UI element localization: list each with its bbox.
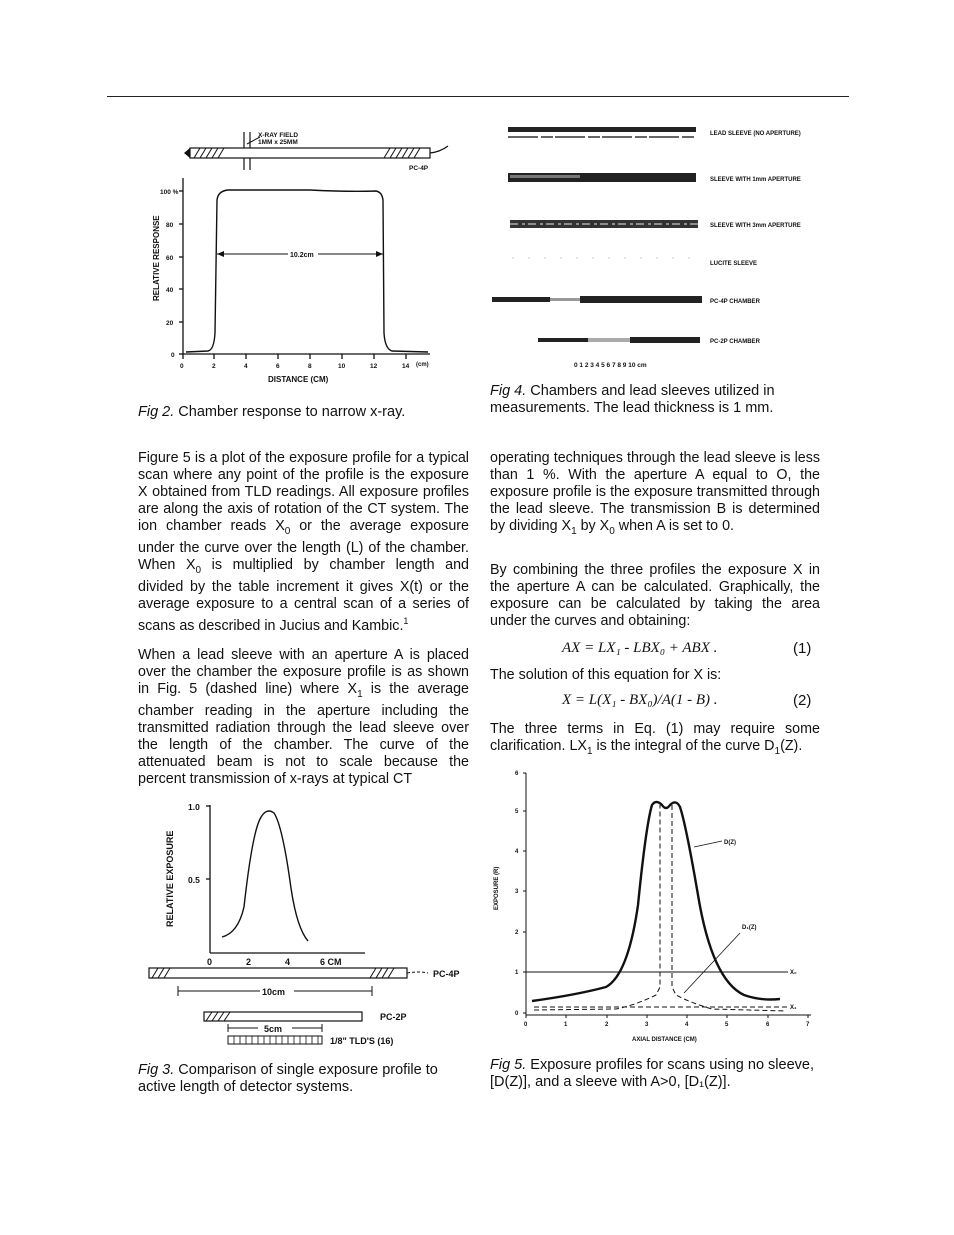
fig2-xtick: 10 bbox=[338, 363, 346, 370]
fig2-caption-label: Fig 2. bbox=[138, 404, 175, 420]
fig2-ytick: 40 bbox=[166, 287, 174, 294]
fig5-xlabel: AXIAL DISTANCE (CM) bbox=[632, 1037, 697, 1043]
fig5-caption-text: Exposure profiles for scans using no sleeve, [D(Z)], and a sleeve with A>0, [D₁(Z)]. bbox=[490, 1057, 814, 1090]
fig5-x1-label: X₁ bbox=[790, 1005, 797, 1011]
fig4-label: PC-2P CHAMBER bbox=[710, 339, 760, 345]
fig5-caption-label: Fig 5. bbox=[490, 1057, 527, 1073]
fig4-label: LEAD SLEEVE (NO APERTURE) bbox=[710, 131, 801, 137]
fig5-xtick: 2 bbox=[605, 1022, 609, 1028]
fig2-xtick: 4 bbox=[244, 363, 248, 370]
right-paragraph-4: The three terms in Eq. (1) may require some clarification. $LX_1$ is the integral of the curve $D_1(Z)$. bbox=[490, 721, 820, 757]
fig5-dz-label: D(Z) bbox=[724, 840, 736, 846]
fig3-exposure-profile-figure bbox=[140, 795, 470, 1050]
fig4-caption-label: Fig 4. bbox=[490, 383, 527, 399]
fig2-xtick: 14 bbox=[402, 363, 410, 370]
fig2-ytick: 80 bbox=[166, 222, 174, 229]
right-paragraph-2: By combining the three profiles the exposure X in the aperture A can be calculated. Graphically, the exposure can be calculated by taking the area under the curves and obtaining: bbox=[490, 562, 820, 629]
left-paragraph-1: Figure 5 is a plot of the exposure profile for a typical scan where any point of the profile is the exposure X obtained from TLD readings. All exposure profiles are along the axis of rotation of the CT system. The ion chamber reads $X_0$ or the average exposure under the curve over the length (L) of the chamber. When $X_0$ is multiplied by chamber length and divided by the table increment it gives X(t) or the average exposure to a central scan of a series of scans as described in Jucius and Kambic.$^1$ bbox=[138, 450, 469, 634]
fig2-ytick: 100 % bbox=[160, 189, 179, 196]
fig2-xlabel: DISTANCE (CM) bbox=[268, 375, 329, 384]
fig2-ytick: 0 bbox=[171, 352, 175, 359]
fig2-ytick: 60 bbox=[166, 255, 174, 262]
equation-2: X = L(X₁ - BX₀)/A(1 - B) . bbox=[562, 692, 718, 708]
fig3-caption bbox=[138, 1062, 473, 1096]
fig5-xtick: 1 bbox=[564, 1022, 568, 1028]
fig2-xtick: 0 bbox=[180, 363, 184, 370]
fig3-ytick: 1.0 bbox=[188, 802, 200, 812]
fig4-label: LUCITE SLEEVE bbox=[710, 261, 758, 267]
fig5-exposure-profiles-chart bbox=[486, 765, 826, 1050]
fig2-xtick: 8 bbox=[308, 363, 312, 370]
fig2-ytick: 20 bbox=[166, 320, 174, 327]
fig5-ytick: 0 bbox=[515, 1011, 519, 1017]
fig5-ylabel: EXPOSURE (R) bbox=[494, 866, 500, 910]
fig5-dz-curve bbox=[532, 802, 780, 1001]
right-paragraph-1: operating techniques through the lead sleeve is less than 1 %. With the aperture A equal to O, the exposure profile is the exposure transmitted through the lead sleeve. The transmission B is determined by dividing $X_1$ by $X_0$ when A is set to 0. bbox=[490, 450, 820, 537]
fig2-xtick: 6 bbox=[276, 363, 280, 370]
right-paragraph-3: The solution of this equation for X is: bbox=[490, 667, 722, 683]
equation-2-number: (2) bbox=[793, 692, 812, 709]
fig5-ytick: 3 bbox=[515, 889, 519, 895]
fig2-response-curve bbox=[186, 190, 428, 352]
fig3-xtick: 2 bbox=[246, 957, 252, 967]
fig5-xtick: 0 bbox=[524, 1022, 528, 1028]
fig2-xtick: 2 bbox=[212, 363, 216, 370]
fig4-caption-text: Chambers and lead sleeves utilized in measurements. The lead thickness is 1 mm. bbox=[490, 383, 775, 416]
fig3-caption-label: Fig 3. bbox=[138, 1062, 175, 1078]
header-rule bbox=[107, 96, 849, 97]
fig3-tld-label: 1/8" TLD'S (16) bbox=[330, 1036, 394, 1046]
fig5-x0-label: X₀ bbox=[790, 970, 797, 976]
fig4-label: SLEEVE WITH 1mm APERTURE bbox=[710, 177, 801, 183]
fig5-d1z-curve bbox=[534, 805, 786, 1011]
fig2-ylabel: RELATIVE RESPONSE bbox=[152, 215, 161, 301]
fig5-xtick: 7 bbox=[806, 1022, 810, 1028]
fig5-ytick: 4 bbox=[515, 849, 519, 855]
fig5-ytick: 1 bbox=[515, 970, 519, 976]
fig3-xtick: 0 bbox=[207, 957, 213, 967]
fig3-exposure-curve bbox=[222, 811, 308, 941]
fig3-ytick: 0.5 bbox=[188, 875, 200, 885]
fig3-pc4p-label: PC-4P bbox=[433, 969, 460, 979]
fig2-x-unit: (cm) bbox=[416, 362, 429, 368]
fig4-sleeves-figure bbox=[488, 120, 828, 375]
fig2-chamber-label: PC-4P bbox=[409, 165, 429, 172]
fig2-xray-label1: X-RAY FIELD bbox=[258, 132, 299, 139]
fig3-ylabel: RELATIVE EXPOSURE bbox=[165, 830, 175, 927]
fig3-pc2p-label: PC-2P bbox=[380, 1012, 407, 1022]
fig3-len10-label: 10cm bbox=[262, 987, 286, 997]
fig2-width-label: 10.2cm bbox=[290, 252, 314, 259]
fig3-len5-label: 5cm bbox=[264, 1024, 283, 1034]
fig2-chamber-response-chart bbox=[150, 128, 470, 390]
fig3-xtick: 6 CM bbox=[320, 957, 342, 967]
fig3-xtick: 4 bbox=[285, 957, 291, 967]
equation-1: AX = LX₁ - LBX₀ + ABX . bbox=[562, 640, 718, 656]
fig5-xtick: 6 bbox=[766, 1022, 770, 1028]
fig5-ytick: 6 bbox=[515, 771, 519, 777]
fig4-label: PC-4P CHAMBER bbox=[710, 299, 760, 305]
fig2-caption-text: Chamber response to narrow x-ray. bbox=[174, 404, 406, 420]
fig4-caption bbox=[490, 383, 820, 417]
fig5-xtick: 4 bbox=[685, 1022, 689, 1028]
fig4-label: SLEEVE WITH 3mm APERTURE bbox=[710, 223, 801, 229]
fig2-xray-label2: 1MM x 25MM bbox=[258, 139, 298, 146]
fig5-ytick: 2 bbox=[515, 930, 519, 936]
equation-1-number: (1) bbox=[793, 640, 812, 657]
fig5-ytick: 5 bbox=[515, 809, 519, 815]
fig5-d1z-label: D₁(Z) bbox=[742, 925, 757, 931]
fig2-xtick: 12 bbox=[370, 363, 378, 370]
left-paragraph-2: When a lead sleeve with an aperture A is placed over the chamber the exposure profile is as shown in Fig. 5 (dashed line) where $X_1$ is the average chamber reading in the aperture including the transmitted radiation through the lead sleeve over the length of the chamber. The curve of the attenuated beam is not to scale because the percent transmission of x-rays at typical CT bbox=[138, 647, 469, 787]
fig5-xtick: 3 bbox=[645, 1022, 649, 1028]
fig2-caption bbox=[138, 404, 468, 421]
fig5-caption bbox=[490, 1057, 825, 1091]
fig4-scale: 0 1 2 3 4 5 6 7 8 9 10 cm bbox=[574, 362, 647, 369]
fig5-xtick: 5 bbox=[725, 1022, 729, 1028]
fig3-caption-text: Comparison of single exposure profile to active length of detector systems. bbox=[138, 1062, 438, 1095]
